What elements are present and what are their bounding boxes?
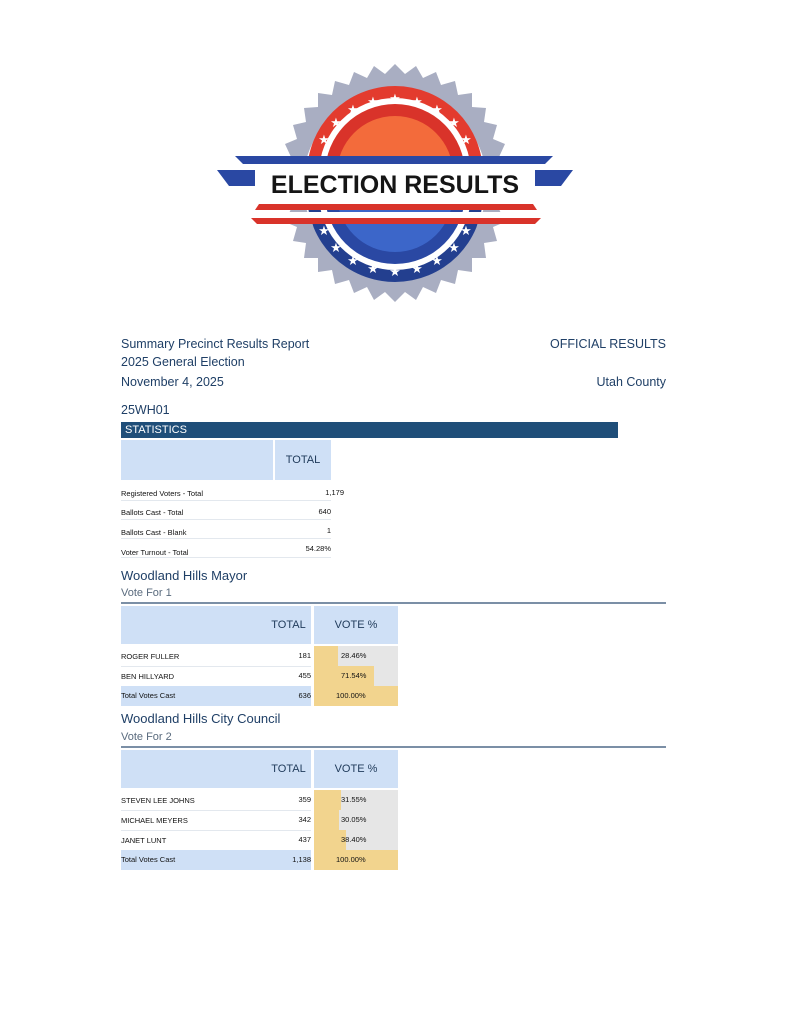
svg-text:★: ★ <box>448 241 460 256</box>
svg-text:★: ★ <box>460 133 472 148</box>
divider <box>121 500 331 501</box>
svg-text:★: ★ <box>330 241 342 256</box>
divider <box>121 830 311 831</box>
svg-text:★: ★ <box>318 133 330 148</box>
race-header-blank <box>121 750 266 788</box>
race-total-header: TOTAL <box>266 750 311 788</box>
candidate-total: 181 <box>298 651 311 660</box>
total-votes-pct: 100.00% <box>336 855 366 864</box>
total-votes-value: 636 <box>298 691 311 700</box>
race-vote-for: Vote For 2 <box>121 731 172 743</box>
candidate-pct: 28.46% <box>341 651 367 660</box>
race-divider <box>121 602 666 604</box>
stat-label: Ballots Cast - Total <box>121 508 184 517</box>
precinct-id: 25WH01 <box>121 403 170 417</box>
svg-text:★: ★ <box>431 254 443 269</box>
candidate-name: MICHAEL MEYERS <box>121 816 188 825</box>
race-pct-header: VOTE % <box>314 750 398 788</box>
logo-text: ELECTION RESULTS <box>270 171 520 199</box>
statistics-heading: STATISTICS <box>121 422 618 438</box>
total-votes-value: 1,138 <box>292 855 311 864</box>
divider <box>121 538 331 539</box>
total-votes-label: Total Votes Cast <box>121 855 176 864</box>
stat-label: Ballots Cast - Blank <box>121 528 187 537</box>
stat-label: Voter Turnout - Total <box>121 548 189 557</box>
stat-value: 1,179 <box>325 488 344 497</box>
stat-value: 54.28% <box>305 544 331 553</box>
ribbon-left-tail <box>217 170 255 186</box>
candidate-name: BEN HILLYARD <box>121 672 175 681</box>
candidate-vote-bar <box>314 790 341 810</box>
candidate-total: 437 <box>298 835 311 844</box>
election-date: November 4, 2025 <box>121 375 224 389</box>
candidate-vote-bar <box>314 810 339 830</box>
svg-text:★: ★ <box>389 92 401 107</box>
candidate-pct: 30.05% <box>341 815 367 824</box>
race-pct-header: VOTE % <box>314 606 398 644</box>
candidate-pct: 38.40% <box>341 835 367 844</box>
total-votes-label: Total Votes Cast <box>121 691 176 700</box>
total-votes-pct: 100.00% <box>336 691 366 700</box>
candidate-total: 359 <box>298 795 311 804</box>
statistics-header-blank <box>121 440 273 480</box>
candidate-total: 455 <box>298 671 311 680</box>
candidate-name: STEVEN LEE JOHNS <box>121 796 195 805</box>
stat-label: Registered Voters - Total <box>121 489 203 498</box>
candidate-pct: 71.54% <box>341 671 367 680</box>
race-title-city-council: Woodland Hills City Council <box>121 711 281 726</box>
race-total-header: TOTAL <box>266 606 311 644</box>
race-title-mayor: Woodland Hills Mayor <box>121 568 248 583</box>
svg-text:★: ★ <box>367 262 379 277</box>
stat-value: 1 <box>326 526 331 535</box>
race-divider <box>121 746 666 748</box>
divider <box>121 810 311 811</box>
svg-text:★: ★ <box>389 265 401 280</box>
race-header-blank <box>121 606 266 644</box>
svg-text:★: ★ <box>411 95 423 110</box>
svg-text:★: ★ <box>347 254 359 269</box>
divider <box>121 519 331 520</box>
official-results-label: OFFICIAL RESULTS <box>550 337 666 351</box>
candidate-pct: 31.55% <box>341 795 367 804</box>
candidate-name: JANET LUNT <box>121 836 167 845</box>
divider <box>121 557 331 558</box>
stat-value: 640 <box>318 507 331 516</box>
report-title: Summary Precinct Results Report <box>121 337 310 351</box>
candidate-vote-bar <box>314 646 338 666</box>
candidate-name: ROGER FULLER <box>121 652 180 661</box>
svg-text:★: ★ <box>347 103 359 118</box>
svg-text:★: ★ <box>460 224 472 239</box>
ribbon-right-tail <box>535 170 573 186</box>
svg-text:★: ★ <box>411 262 423 277</box>
svg-text:★: ★ <box>318 224 330 239</box>
divider <box>121 666 311 667</box>
election-name: 2025 General Election <box>121 355 245 369</box>
svg-text:★: ★ <box>367 95 379 110</box>
svg-text:★: ★ <box>431 103 443 118</box>
county-name: Utah County <box>596 375 666 389</box>
statistics-total-header: TOTAL <box>275 440 331 480</box>
candidate-total: 342 <box>298 815 311 824</box>
election-results-logo <box>215 62 575 304</box>
race-vote-for: Vote For 1 <box>121 587 172 599</box>
svg-text:★: ★ <box>330 116 342 131</box>
svg-text:★: ★ <box>448 116 460 131</box>
